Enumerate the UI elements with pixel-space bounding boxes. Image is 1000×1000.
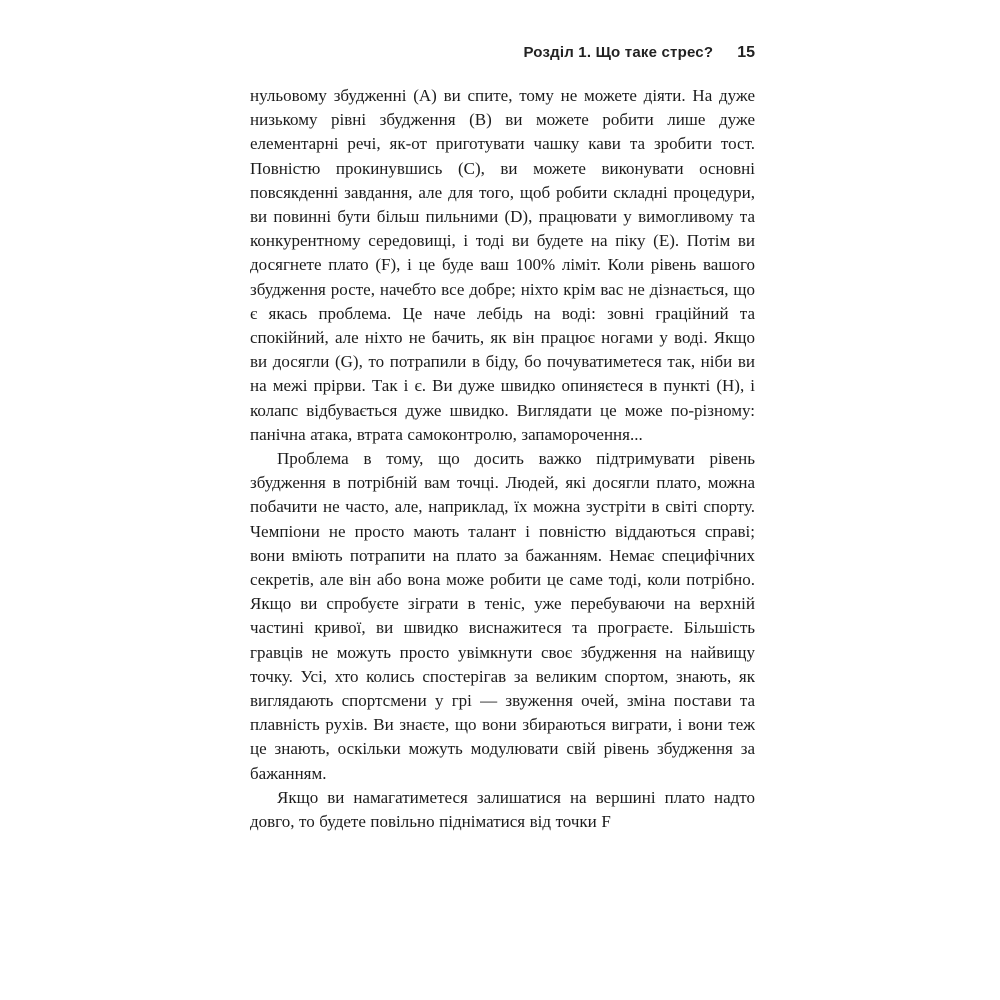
running-header — [250, 44, 755, 62]
paragraph-plateau: Проблема в тому, що досить важко підтримувати рівень збудження в потрібній вам точці. Людей, які досягли плато, можна побачити не часто, але, наприклад, їх можна зустріти в світі спорту. Чемпіони не просто мають талант і повністю віддаються справі; вони вміють потрапити на плато за бажанням. Немає специфічних секретів, але він або вона може робити це саме тоді, коли потрібно. Якщо ви спробуєте зіграти в теніс, уже перебуваючи на верхній частині кривої, ви швидко виснажитеся та програєте. Більшість гравців не можуть просто увімкнути своє збудження на найвищу точку. Усі, хто колись спостерігав за великим спортом, знають, як виглядають спортсмени у грі — звуження очей, зміна постави та плавність рухів. Ви знаєте, що вони збираються виграти, і вони теж це знають, оскільки можуть модулювати свій рівень збудження за бажанням. — [250, 449, 755, 783]
page-number: 15 — [737, 44, 755, 61]
body-text-block — [250, 84, 755, 834]
paragraph-continuation: нульовому збудженні (A) ви спите, тому не можете діяти. На дуже низькому рівні збудження (B) ви можете робити лише дуже елементарні речі, як-от приготувати чашку кави та зробити тост. Повністю прокинувшись (C), ви можете виконувати основні повсякденні завдання, але для того, щоб робити складні процедури, ви повинні бути більш пильними (D), працювати у вимогливому та конкурентному середовищі, і тоді ви будете на піку (E). Потім ви досягнете плато (F), і це буде ваш 100% ліміт. Коли рівень вашого збудження росте, начебто все добре; ніхто крім вас не дізнається, що є якась проблема. Це наче лебідь на воді: зовні граційний та спокійний, але ніхто не бачить, як він працює ногами у воді. Якщо ви досягли (G), то потрапили в біду, бо почуватиметеся так, ніби ви на межі прірви. Так і є. Ви дуже швидко опиняєтеся в пункті (H), і колапс відбувається дуже швидко. Виглядати це може по-різному: панічна атака, втрата самоконтролю, запаморочення... — [250, 86, 755, 444]
chapter-title: Розділ 1. Що таке стрес? — [523, 44, 714, 61]
paragraph-final: Якщо ви намагатиметеся залишатися на вершині плато надто довго, то будете повільно підніматися від точки F — [250, 787, 755, 832]
